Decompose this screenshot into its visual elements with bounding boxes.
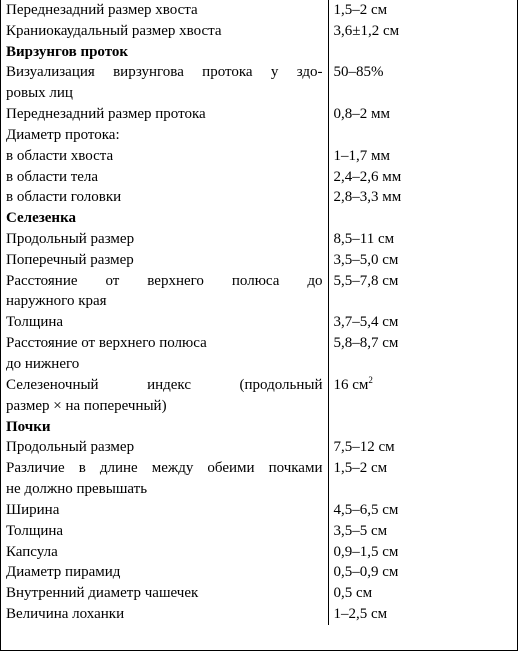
row-value: 50–85% — [333, 64, 384, 81]
section-title-pancreatic-duct: Вирзунгов проток — [1, 42, 328, 63]
table-row — [1, 562, 517, 583]
row-label-line-1: Расстояние от верхнего полюса до — [6, 272, 323, 289]
row-label: Капсула — [1, 542, 328, 563]
row-label: в области тела — [1, 167, 328, 188]
row-label: Переднезадний размер протока — [1, 104, 328, 125]
table-row — [1, 542, 517, 563]
row-label: Продольный размер — [1, 229, 328, 250]
row-label-line-2: размер × на поперечный) — [6, 397, 167, 414]
row-label: Ширина — [1, 500, 328, 521]
table-row — [1, 521, 517, 542]
table-row — [1, 375, 517, 417]
row-value: 7,5–12 см — [333, 439, 395, 456]
row-label — [1, 458, 328, 500]
table-row — [1, 312, 517, 333]
row-value: 0,5–0,9 см — [333, 564, 399, 581]
table-row — [1, 583, 517, 604]
table-row — [1, 604, 517, 625]
row-label — [1, 62, 328, 104]
table-row — [1, 187, 517, 208]
table-row — [1, 437, 517, 458]
table-row — [1, 0, 517, 21]
table-row — [1, 62, 517, 104]
row-label — [1, 375, 328, 417]
row-label-line-1: Визуализация вирзунгова протока у здо- — [6, 64, 323, 81]
row-label: Толщина — [1, 521, 328, 542]
row-value: 2,8–3,3 мм — [333, 189, 402, 206]
table-row — [1, 250, 517, 271]
row-label — [1, 271, 328, 313]
row-label — [1, 333, 328, 375]
row-label-line-1: Селезеночный индекс (продольный — [6, 376, 323, 393]
row-value: 3,5–5,0 см — [333, 251, 399, 268]
row-value: 0,9–1,5 см — [333, 543, 399, 560]
row-value: 1,5–2 см — [333, 460, 388, 477]
row-value: 1–1,7 мм — [333, 147, 390, 164]
row-label-line-1: Расстояние от верхнего полюса — [6, 335, 207, 352]
superscript-exponent: 2 — [368, 374, 373, 385]
row-label: Диаметр протока: — [1, 125, 328, 146]
row-value: 1–2,5 см — [333, 606, 388, 623]
row-label: Продольный размер — [1, 437, 328, 458]
row-value: 1,5–2 см — [333, 2, 388, 18]
section-header-row — [1, 417, 517, 438]
row-label: Краниокаудальный размер хвоста — [1, 21, 328, 42]
table-row — [1, 167, 517, 188]
table-row — [1, 500, 517, 521]
table-row — [1, 333, 517, 375]
row-label-line-2: не должно превышать — [6, 481, 148, 498]
row-value-text: 16 см — [333, 376, 369, 393]
row-label-line-2: наружного края — [6, 293, 107, 310]
table-row — [1, 125, 517, 146]
row-label: в области хвоста — [1, 146, 328, 167]
row-value: 4,5–6,5 см — [333, 502, 399, 519]
table-row — [1, 146, 517, 167]
row-value: 0,5 см — [333, 585, 373, 602]
table-row — [1, 104, 517, 125]
row-label: в области головки — [1, 187, 328, 208]
row-value: 2,4–2,6 мм — [333, 168, 402, 185]
row-label: Диаметр пирамид — [1, 562, 328, 583]
row-value: 5,5–7,8 см — [333, 272, 399, 289]
row-value — [328, 375, 517, 417]
row-label: Величина лоханки — [1, 604, 328, 625]
row-label: Внутренний диаметр чашечек — [1, 583, 328, 604]
row-value: 3,5–5 см — [333, 522, 388, 539]
row-value: 3,6±1,2 см — [333, 22, 400, 39]
section-header-row — [1, 42, 517, 63]
table-row — [1, 458, 517, 500]
table-row — [1, 21, 517, 42]
row-value — [328, 42, 517, 63]
row-value — [328, 125, 517, 146]
row-value: 5,8–8,7 см — [333, 335, 399, 352]
row-value — [328, 208, 517, 229]
row-label: Переднезадний размер хвоста — [1, 0, 328, 21]
table-row — [1, 271, 517, 313]
row-value: 3,7–5,4 см — [333, 314, 399, 331]
section-header-row — [1, 208, 517, 229]
section-title-kidneys: Почки — [1, 417, 328, 438]
row-label-line-2: до нижнего — [6, 355, 80, 372]
row-value: 0,8–2 мм — [333, 106, 390, 123]
row-label: Толщина — [1, 312, 328, 333]
row-label: Поперечный размер — [1, 250, 328, 271]
table-row — [1, 229, 517, 250]
row-value — [328, 417, 517, 438]
row-label-line-2: ровых лиц — [6, 85, 73, 102]
row-label-line-1: Различие в длине между обеими почками — [6, 460, 323, 477]
row-value: 8,5–11 см — [333, 230, 395, 247]
section-title-spleen: Селезенка — [1, 208, 328, 229]
reference-values-table — [1, 0, 517, 625]
